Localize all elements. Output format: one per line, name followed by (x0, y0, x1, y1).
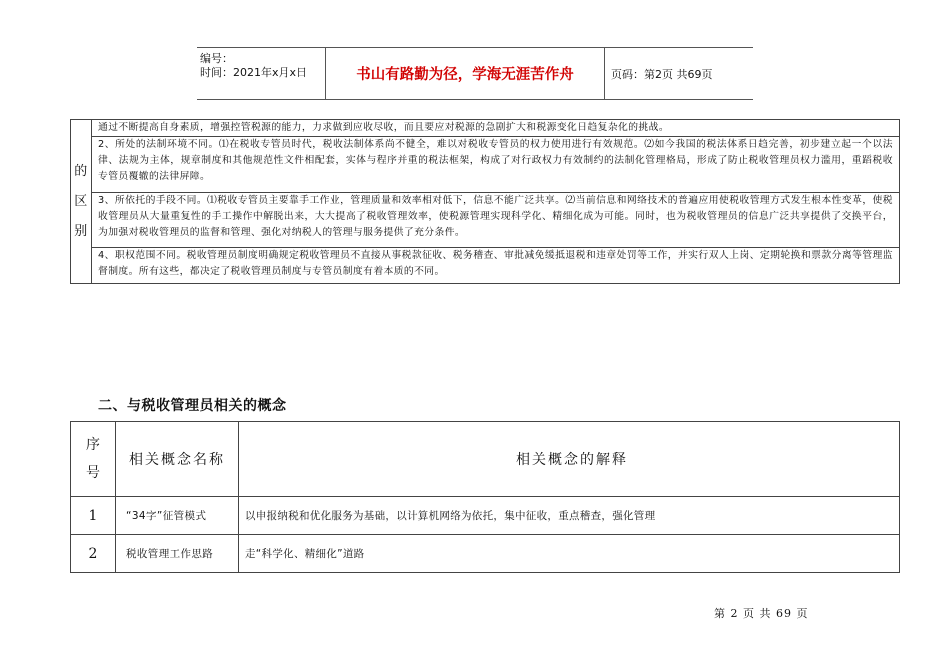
row-no: 2 (71, 535, 116, 573)
difference-text: 3、所依托的手段不同。⑴税收专管员主要靠手工作业，管理质量和效率相对低下，信息不能广泛共享。⑵当前信息和网络技术的普遍应用使税收管理方式发生根本性变革，使税收管理员从大量重复性的手工操作中解脱出来，大大提高了税收管理效率，使税源管理实现科学化、精细化成为可能。同时，也为税收管理员的信息广泛共享提供了交换平台，为加强对税收管理员的监督和管理、强化对纳税人的管理与服务提供了充分条件。 (92, 193, 900, 248)
table-row (71, 193, 900, 248)
header-no: 序 号 (71, 422, 116, 497)
differences-table (70, 119, 900, 284)
difference-text: 通过不断提高自身素质，增强控管税源的能力，力求做到应收尽收，而且要应对税源的急剧扩大和税源变化日趋复杂化的挑战。 (92, 120, 900, 137)
side-label: 的 区 别 (71, 120, 92, 284)
row-name: “34字”征管模式 (116, 497, 239, 535)
header-page-code: 页码：第2页 共69页 (611, 67, 713, 81)
table-row (71, 120, 900, 137)
header-meta (197, 48, 325, 99)
table-row (71, 248, 900, 284)
row-no: 1 (71, 497, 116, 535)
time-label: 时间：2021年x月x日 (200, 66, 308, 79)
header-name: 相关概念名称 (116, 422, 239, 497)
section-title: 二、与税收管理员相关的概念 (98, 398, 287, 414)
table-header-row (71, 422, 900, 497)
page-header (197, 47, 753, 100)
row-name: 税收管理工作思路 (116, 535, 239, 573)
difference-text: 2、所处的法制环境不同。⑴在税收专管员时代，税收法制体系尚不健全，难以对税收专管员的权力使用进行有效规范。⑵如今我国的税法体系日趋完善，初步建立起一个以法律、法规为主体，规章制度和其他规范性文件相配套，实体与程序并重的税法框架，构成了对行政权力有效制约的法制化管理格局，形成了防止税收管理员权力滥用，重蹈税收专管员覆辙的法律屏障。 (92, 137, 900, 193)
difference-text: 4、职权范围不同。税收管理员制度明确规定税收管理员不直接从事税款征收、税务稽查、审批减免缓抵退税和违章处罚等工作，并实行双人上岗、定期轮换和票款分离等管理监督制度。所有这些，都决定了税收管理员制度与专管员制度有着本质的不同。 (92, 248, 900, 284)
table-row (71, 137, 900, 193)
concept-table (70, 421, 900, 573)
row-explanation: 以申报纳税和优化服务为基础，以计算机网络为依托，集中征收，重点稽查，强化管理 (239, 497, 900, 535)
header-explanation: 相关概念的解释 (239, 422, 900, 497)
row-explanation: 走“科学化、精细化”道路 (239, 535, 900, 573)
header-motto: 书山有路勤为径，学海无涯苦作舟 (325, 48, 605, 99)
table-row (71, 535, 900, 573)
table-row (71, 497, 900, 535)
page-footer: 第 2 页 共 69 页 (714, 607, 809, 620)
number-label: 编号： (200, 52, 233, 65)
